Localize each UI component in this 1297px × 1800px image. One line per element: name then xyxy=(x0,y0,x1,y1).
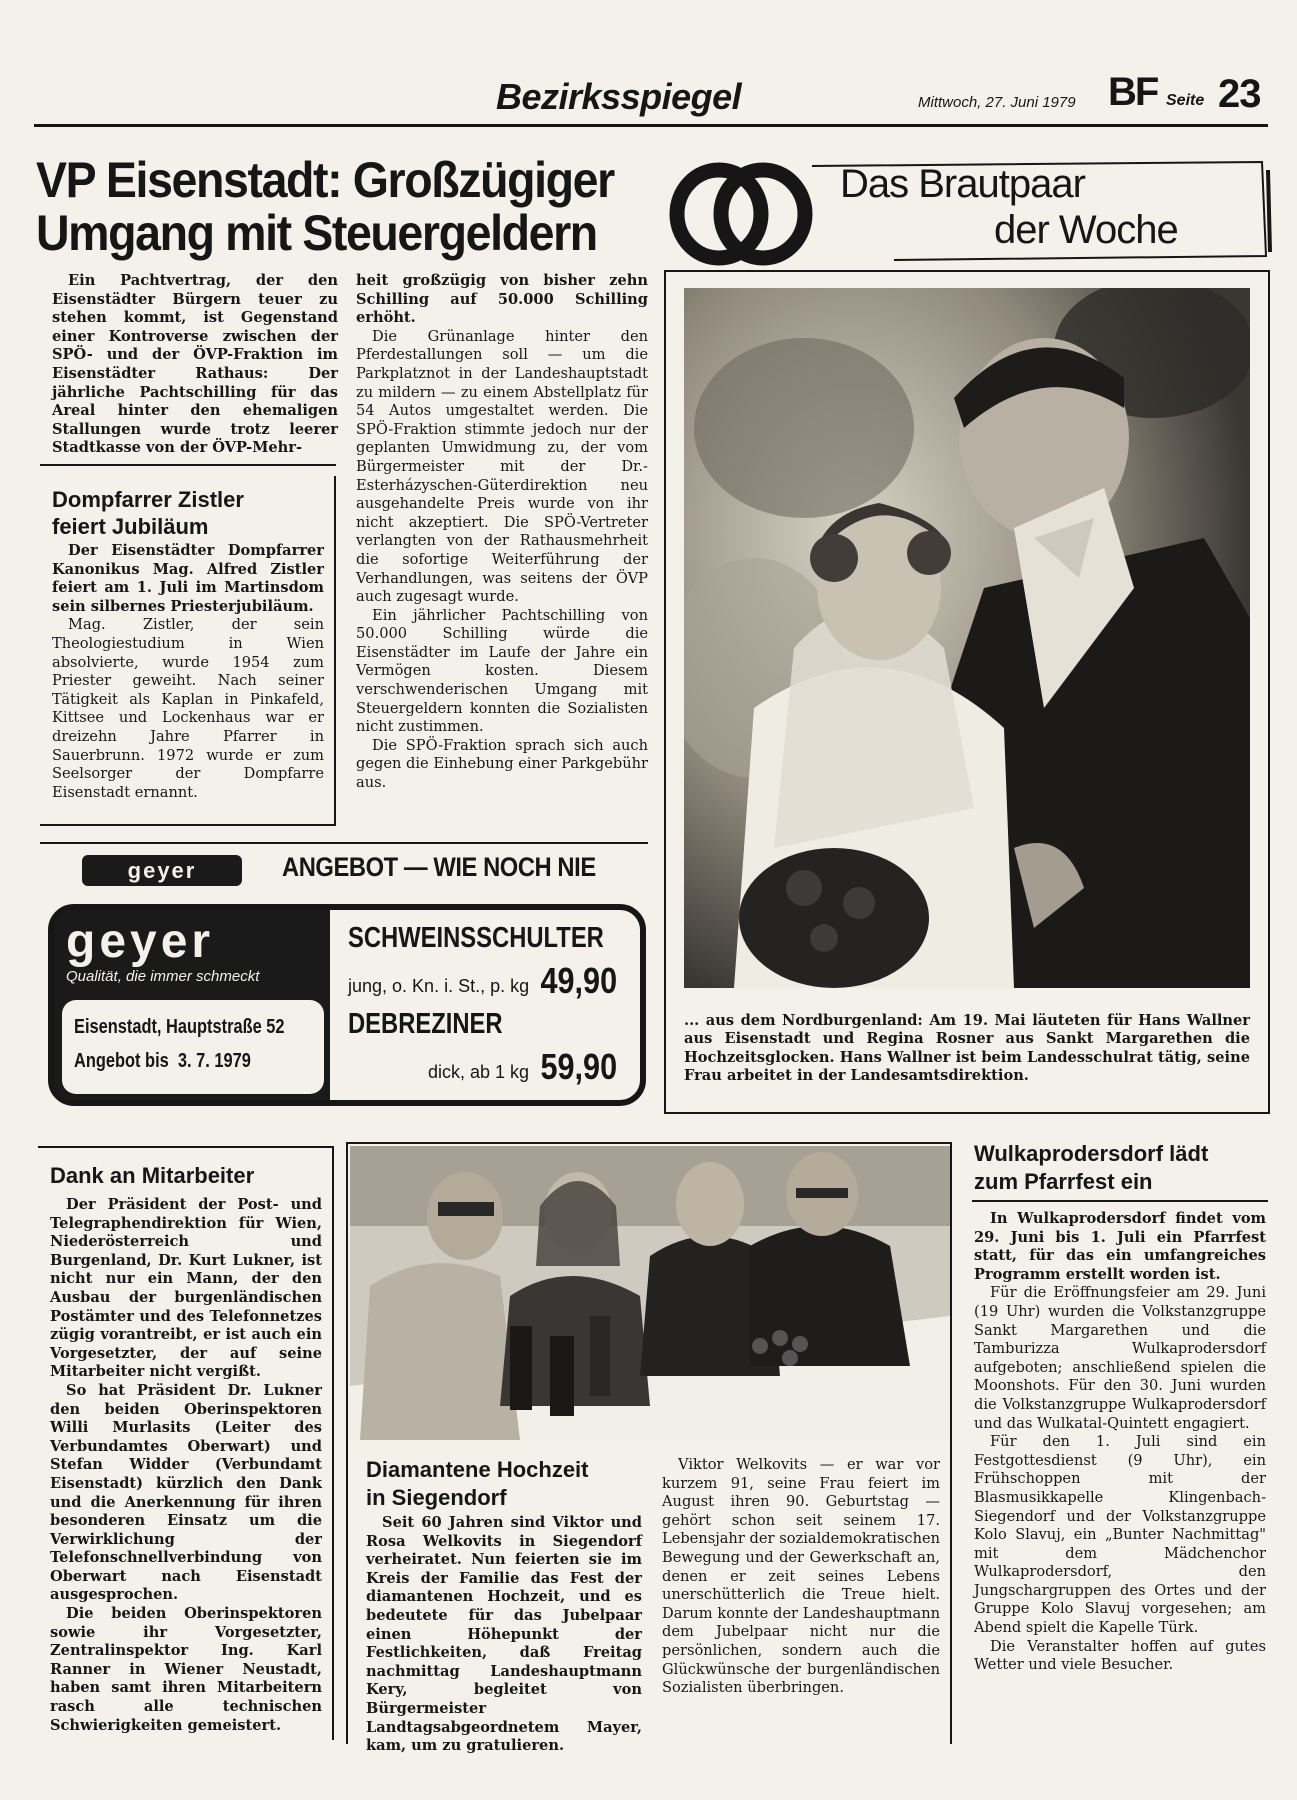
paragraph: Ein jährlicher Pachtschilling von 50.000 Schilling würde die Eisenstädter im Laufe der Jahre ein Vermögen kosten. Diesem verschwenderischen Umgang mit Steuergeldern konnten die Sozialisten nicht zustimmen. xyxy=(356,606,648,736)
ad-item1-desc: jung, o. Kn. i. St., p. kg xyxy=(348,976,530,996)
ad-item1-price: 49,90 xyxy=(540,960,617,1001)
wedding-photo xyxy=(684,288,1250,988)
dank-title: Dank an Mitarbeiter xyxy=(50,1163,255,1188)
paragraph: Für die Eröffnungsfeier am 29. Juni (19 Uhr) wurden die Volkstanzgruppe Sankt Margarethen und die Tamburizza Wulkaprodersdorf aufgeboten; anschließend spielen die Moonshots. Für den 30. Juni wurden die Volkstanzgruppe Wulkaprodersdorf und das Wulkatal-Quintett engagiert. xyxy=(974,1284,1266,1432)
diamant-title-line2: in Siegendorf xyxy=(366,1485,507,1510)
paragraph: So hat Präsident Dr. Lukner den beiden Oberinspektoren Willi Murlasits (Leiter des Verbundamtes Oberwart) und Stefan Widder (Verbundamt Eisenstadt) kürzlich den Dank und die Anerkennung für ihren besonderen Einsatz um die Verwirklichung der Telefonschnellverbindung von Oberwart nach Eisenstadt ausgesprochen. xyxy=(50,1381,322,1604)
paragraph: Für den 1. Juli sind ein Festgottesdienst (9 Uhr), ein Frühschoppen mit der Blasmusikkapelle Klingenbach-Siegendorf und der Volkstanzgruppe Kolo Slavuj, ein „Bunter Nachmittag" mit dem Mädchenchor Wulkaprodersdorf, den Jungschargruppen des Ortes und der Gruppe Kolo Slavuj vorgesehen; am Abend spielt die Kapelle Türk. xyxy=(974,1433,1266,1637)
lead-article-col1 xyxy=(52,272,338,458)
page-label: Seite xyxy=(1166,92,1205,109)
wedding-caption: ... aus dem Nordburgenland: Am 19. Mai läuteten für Hans Wallner aus Eisenstadt und Regina Rosner aus Sankt Margarethen die Hochzeitsglocken. Hans Wallner ist beim Landesschulrat tätig, seine Frau arbeitet in der Landesamtsdirektion. xyxy=(684,1012,1250,1085)
lead-headline-line2: Umgang mit Steuergeldern xyxy=(36,205,597,261)
zistler-title-line1: Dompfarrer Zistler xyxy=(52,487,244,512)
lead-article-intro: Ein Pachtvertrag, der den Eisenstädter Bürgern teuer zu stehen kommt, ist Gegenstand einer Kontroverse zwischen der SPÖ- und der ÖVP-Fraktion im Eisenstädter Rathaus: Der jährliche Pachtschilling für das Areal hinter den ehemaligen Stallungen wurde trotz leerer Stadtkasse von der ÖVP-Mehr- xyxy=(52,272,338,457)
lead-article-intro-cont: heit großzügig von bisher zehn Schilling auf 50.000 Schilling erhöht. xyxy=(356,272,648,327)
lead-article-col2 xyxy=(356,272,648,793)
wulka-lead: In Wulkaprodersdorf findet vom 29. Juni bis 1. Juli ein Pfarrfest statt, für das ein umfangreiches Programm erstellt worden ist. xyxy=(974,1210,1266,1283)
ad-top-rule xyxy=(40,842,648,844)
paragraph: Die SPÖ-Fraktion sprach sich auch gegen die Einhebung einer Parkgebühr aus. xyxy=(356,736,648,792)
diamant-col2 xyxy=(662,1456,940,1698)
paragraph: Der Präsident der Post- und Telegraphendirektion für Wien, Niederösterreich und Burgenland, Dr. Kurt Lukner, ist nicht nur ein Mann, der den Ausbau der burgenländischen Postämter und des Telefonnetzes zügig vorantreibt, er ist auch ein Vorgesetzter, der auf seine Mitarbeiter nicht vergißt. xyxy=(50,1196,322,1381)
page-number: 23 xyxy=(1218,72,1261,116)
zistler-lead: Der Eisenstädter Dompfarrer Kanonikus Mag. Alfred Zistler feiert am 1. Juli im Martinsdom sein silbernes Priesterjubiläum. xyxy=(52,542,324,615)
dank-text xyxy=(50,1196,322,1735)
diamant-lead: Seit 60 Jahren sind Viktor und Rosa Welkovits in Siegendorf verheiratet. Nun feierten sie im Kreis der Familie das Fest der diamantenen Hochzeit, und es bedeutete für das Jubelpaar einen Höhepunkt der Festlichkeiten, daß Freitag nachmittag Landeshauptmann Kery, begleitet von Bürgermeister Landtagsabgeordnetem Mayer, kam, um zu gratulieren. xyxy=(366,1514,642,1755)
wulka-title-line1: Wulkaprodersdorf lädt xyxy=(974,1141,1209,1166)
bf-logo: BF xyxy=(1108,70,1158,114)
geyer-logo-large: geyer xyxy=(66,915,215,968)
ad-slogan: Qualität, die immer schmeckt xyxy=(66,968,260,985)
ad-address: Eisenstadt, Hauptstraße 52 xyxy=(74,1016,285,1038)
ad-headline: ANGEBOT — WIE NOCH NIE xyxy=(282,852,596,882)
section-title: Bezirksspiegel xyxy=(496,76,742,117)
ad-item2-name: DEBREZINER xyxy=(348,1008,503,1040)
brautpaar-header xyxy=(664,156,1274,268)
wulka-title-line2: zum Pfarrfest ein xyxy=(974,1169,1153,1194)
ad-valid-until: Angebot bis 3. 7. 1979 xyxy=(74,1050,251,1072)
diamant-col1 xyxy=(366,1514,642,1756)
ad-item2-desc: dick, ab 1 kg xyxy=(428,1062,530,1082)
brautpaar-title-line2: der Woche xyxy=(994,208,1178,252)
paragraph: Die Veranstalter hoffen auf gutes Wetter und viele Besucher. xyxy=(974,1637,1266,1674)
lead-headline-line1: VP Eisenstadt: Großzügiger xyxy=(36,152,614,208)
zistler-top-rule xyxy=(40,464,336,466)
zistler-body: Mag. Zistler, der sein Theologiestudium in Wien absolvierte, wurde 1954 zum Priester geweiht. Nach seiner Tätigkeit als Kaplan in Pinkafeld, Kittsee und Lockenhaus war er dreizehn Jahre Pfarrer in Sauerbrunn. 1972 wurde er zum Seelsorger der Dompfarre Eisenstadt ernannt. xyxy=(52,616,324,801)
diamant-body: Viktor Welkovits — er war vor kurzem 91, seine Frau feiert im August ihren 90. Geburtstag — gehört schon seit seinem 17. Lebensjahr der sozialdemokratischen Bewegung und der Gewerkschaft an, denen er zeit seines Lebens unerschütterlich die Treue hielt. Darum konnte der Landeshauptmann dem Jubelpaar nicht nur die persönlichen, sondern auch die Glückwünsche der burgenländischen Sozialisten überbringen. xyxy=(662,1456,940,1697)
wulka-title-rule xyxy=(972,1200,1268,1202)
ad-address-panel xyxy=(62,1000,324,1094)
diamant-title-line1: Diamantene Hochzeit xyxy=(366,1457,589,1482)
wulka-text xyxy=(974,1210,1266,1675)
ad-item2-price: 59,90 xyxy=(540,1046,617,1087)
brautpaar-title-line1: Das Brautpaar xyxy=(840,162,1085,206)
ad-item1-name: SCHWEINSSCHULTER xyxy=(348,922,604,954)
header-rule xyxy=(34,124,1268,127)
anniversary-photo xyxy=(350,1146,950,1440)
paragraph: Die Grünanlage hinter den Pferdestallungen soll — um die Parkplatznot in der Landeshauptstadt zu mildern — zu einem Abstellplatz für 54 Autos umgestaltet werden. Die SPÖ-Fraktion stimmte jedoch nur der geplanten Umwidmung zu, der vom Bürgermeister mit der Dr.-Esterházyschen-Güterdirektion neu ausgehandelte Preis wurde von ihr nicht akzeptiert. Die SPÖ-Vertreter verlangten von der Rathausmehrheit die sofortige Weiterführung der Verhandlungen, was seitens der ÖVP auch zugesagt wurde. xyxy=(356,327,648,606)
zistler-title-line2: feiert Jubiläum xyxy=(52,514,209,539)
paragraph: Die beiden Oberinspektoren sowie ihr Vorgesetzter, Zentralinspektor Ing. Karl Ranner in Wiener Neustadt, haben samt ihren Mitarbeitern rasch alle technischen Schwierigkeiten gemeistert. xyxy=(50,1605,322,1734)
zistler-text xyxy=(52,542,324,802)
issue-date: Mittwoch, 27. Juni 1979 xyxy=(918,94,1076,111)
geyer-logo-small: geyer xyxy=(82,855,242,886)
